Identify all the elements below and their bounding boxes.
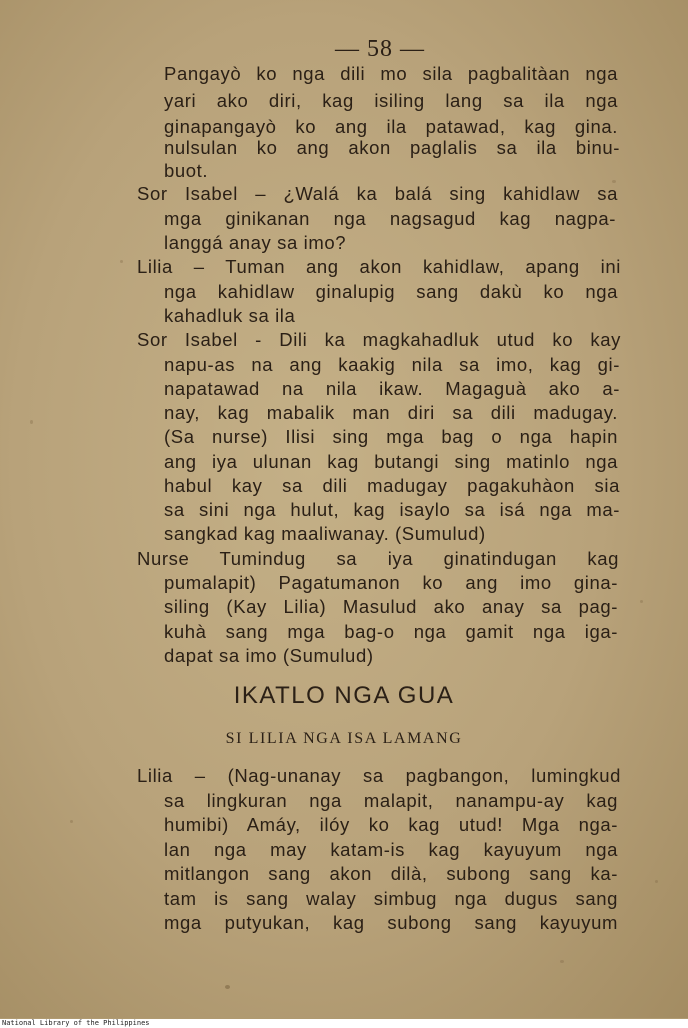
text-line: (Sa nurse) Ilisi sing mga bag o nga hapin: [164, 426, 618, 447]
text-line: Sor Isabel – ¿Walá ka balá sing kahidlaw sa: [137, 183, 618, 204]
footer-watermark: National Library of the Philippines: [0, 1019, 688, 1028]
text-line: Lilia – (Nag-unanay sa pagbangon, lumingkud: [137, 765, 621, 786]
text-line: kuhà sang mga bag-o nga gamit nga iga-: [164, 621, 618, 642]
text-line: Pangayò ko nga dili mo sila pagbalitàan nga: [164, 63, 618, 84]
text-line: nulsulan ko ang akon paglalis sa ila binu-: [164, 137, 620, 158]
text-line: Nurse Tumindug sa iya ginatindugan kag: [137, 548, 619, 569]
text-line: humibi) Amáy, ilóy ko kag utud! Mga nga-: [164, 814, 618, 835]
text-line: yari ako diri, kag isiling lang sa ila nga: [164, 90, 618, 111]
text-line: Lilia – Tuman ang akon kahidlaw, apang ini: [137, 256, 621, 277]
text-line: napatawad na nila ikaw. Magaguà ako a-: [164, 378, 620, 399]
text-line: pumalapit) Pagatumanon ko ang imo gina-: [164, 572, 618, 593]
text-line: habul kay sa dili madugay pagakuhàon sia: [164, 475, 620, 496]
text-line: dapat sa imo (Sumulud): [164, 645, 374, 666]
text-line: mga putyukan, kag subong sang kayuyum: [164, 912, 618, 933]
text-line: nga kahidlaw ginalupig sang dakù ko nga: [164, 281, 618, 302]
text-line: nay, kag mabalik man diri sa dili madugay.: [164, 402, 618, 423]
text-line: langgá anay sa imo?: [164, 232, 347, 253]
text-line: sa lingkuran nga malapit, nanampu-ay kag: [164, 790, 618, 811]
text-line: tam is sang walay simbug nga dugus sang: [164, 888, 618, 909]
text-line: mga ginikanan nga nagsagud kag nagpa-: [164, 208, 616, 229]
text-line: sa sini nga hulut, kag isaylo sa isá nga ma-: [164, 499, 620, 520]
text-line: buot.: [164, 160, 209, 181]
text-line: sangkad kag maaliwanay. (Sumulud): [164, 523, 486, 544]
section-heading: IKATLO NGA GUA: [233, 682, 455, 709]
text-line: napu-as na ang kaakig nila sa imo, kag gi-: [164, 354, 620, 375]
text-line: lan nga may katam-is kag kayuyum nga: [164, 839, 618, 860]
text-line: mitlangon sang akon dilà, subong sang ka-: [164, 863, 618, 884]
text-line: Sor Isabel - Dili ka magkahadluk utud ko kay: [137, 329, 621, 350]
page-number: — 58 —: [335, 36, 425, 62]
text-line: ang iya ulunan kag butangi sing matinlo nga: [164, 451, 618, 472]
text-line: kahadluk sa ila: [164, 305, 296, 326]
section-subheading: SI LILIA NGA ISA LAMANG: [225, 730, 463, 747]
text-line: siling (Kay Lilia) Masulud ako anay sa pag-: [164, 596, 618, 617]
text-line: ginapangayò ko ang ila patawad, kag gina.: [164, 116, 618, 137]
